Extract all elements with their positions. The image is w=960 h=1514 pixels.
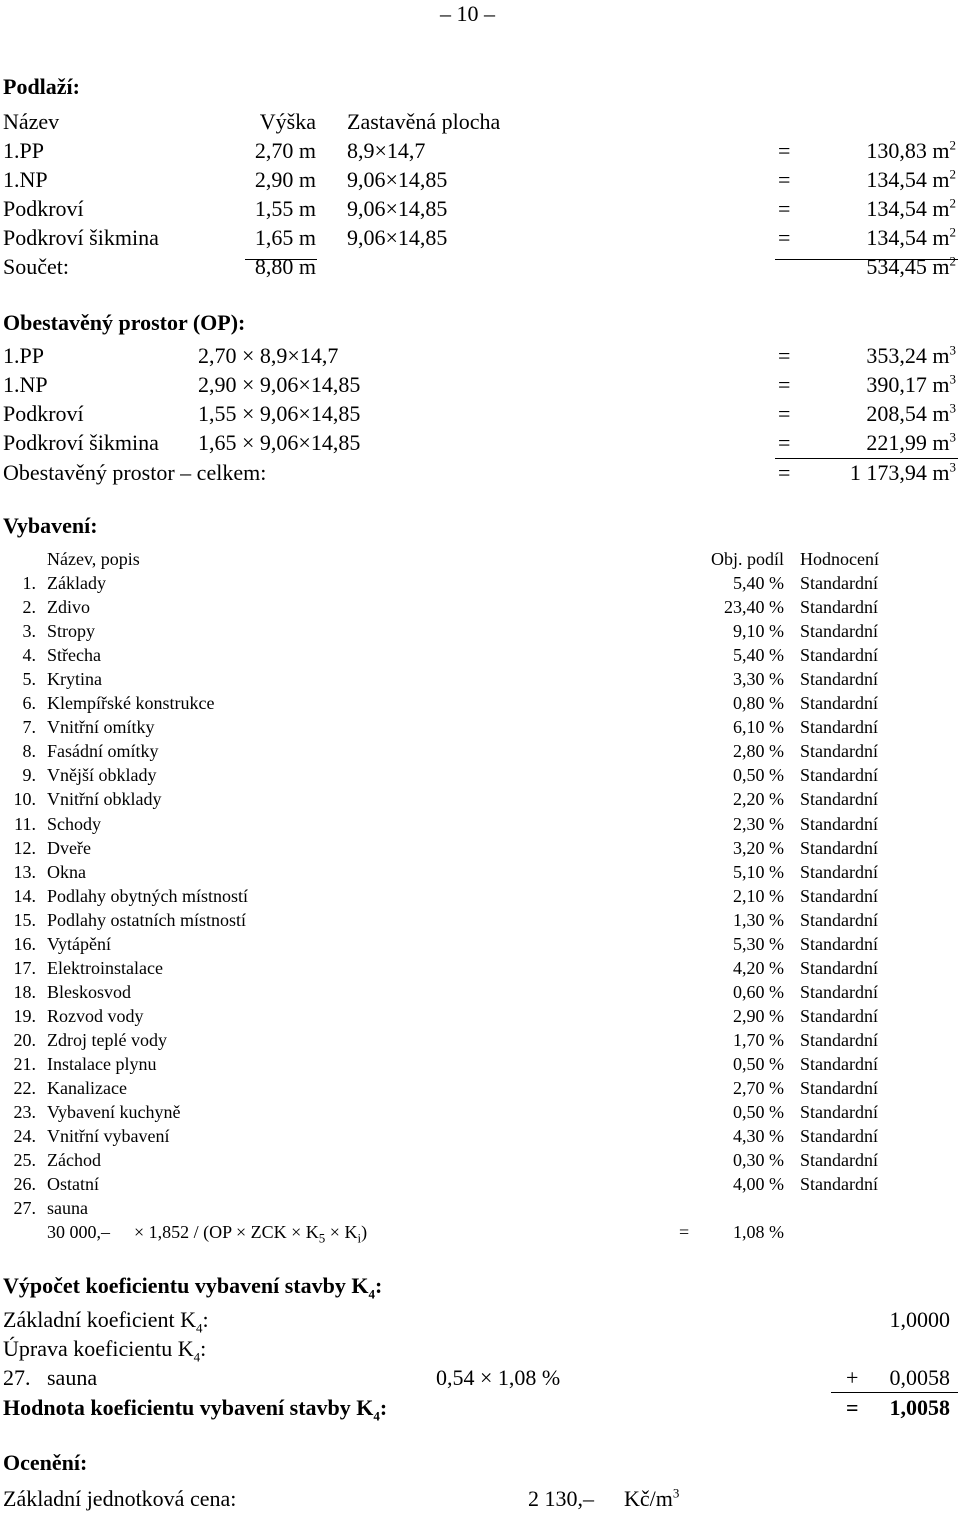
item-rating: Standardní: [800, 621, 878, 642]
item-share: 1,30 %: [733, 909, 784, 930]
item-number: 20.: [13, 1029, 36, 1050]
op-row-formula: 1,65 × 9,06×14,85: [198, 430, 361, 455]
floor-height: 2,70 m: [254, 138, 316, 163]
item-rating: Standardní: [800, 717, 878, 738]
item-name: Zdivo: [47, 597, 90, 618]
item-name: Vnitřní omítky: [47, 717, 155, 738]
item-number: 18.: [13, 981, 36, 1002]
item-name: Dveře: [47, 837, 91, 858]
k4-result-label: Hodnota koeficientu vybavení stavby $K_4$:: [3, 1395, 388, 1424]
item-name: Instalace plynu: [47, 1054, 157, 1074]
item-rating: Standardní: [800, 645, 878, 666]
vybaveni-col-rating: Hodnocení: [800, 549, 879, 569]
op-row-eq: =: [778, 372, 791, 397]
item-rating: Standardní: [800, 789, 878, 810]
vybaveni-heading: Vybavení:: [3, 513, 98, 538]
op-row-value: 221,99 $m^3$: [866, 429, 956, 455]
item-rating: Standardní: [800, 837, 878, 858]
item-rating: Standardní: [800, 957, 878, 978]
item-share: 5,40 %: [733, 573, 784, 593]
oceneni-heading: Ocenění:: [3, 1450, 88, 1475]
vybaveni-extra-no: 27.: [13, 1198, 36, 1218]
floor-name: 1.NP: [3, 167, 48, 192]
item-number: 17.: [13, 957, 36, 978]
floor-dims: 9,06×14,85: [347, 225, 448, 250]
item-rating: Standardní: [800, 1174, 878, 1195]
k4-adj-calc: 0,54 × 1,08 %: [436, 1365, 561, 1390]
op-total-value: 1 173,94 $m^3$: [849, 459, 956, 485]
item-share: 0,60 %: [733, 981, 784, 1002]
item-rating: Standardní: [800, 765, 878, 786]
k4-adj-sign: +: [846, 1365, 859, 1390]
item-rating: Standardní: [800, 1102, 878, 1123]
floor-dims: 9,06×14,85: [347, 167, 448, 192]
podlazi-sum-label: Součet:: [3, 254, 69, 279]
op-row-name: Podkroví: [3, 401, 84, 426]
op-row-formula: 2,90 × 9,06×14,85: [198, 372, 361, 397]
item-rating: Standardní: [800, 693, 878, 714]
floor-eq: =: [778, 225, 791, 250]
item-name: Bleskosvod: [47, 981, 132, 1002]
item-share: 0,50 %: [733, 765, 784, 786]
item-number: 10.: [13, 789, 36, 810]
op-heading: Obestavěný prostor (OP):: [3, 310, 246, 335]
k4-result-eq: =: [846, 1395, 859, 1420]
floor-name: 1.PP: [3, 138, 44, 163]
item-name: Stropy: [47, 621, 96, 642]
item-share: 2,20 %: [733, 789, 784, 810]
item-number: 15.: [13, 909, 36, 930]
item-share: 0,80 %: [733, 693, 784, 714]
item-number: 13.: [13, 861, 36, 882]
vybaveni-extra-eq: =: [679, 1222, 690, 1242]
item-share: 2,90 %: [733, 1005, 784, 1026]
item-number: 7.: [22, 717, 36, 738]
item-number: 9.: [22, 765, 36, 786]
item-share: 2,70 %: [733, 1078, 784, 1099]
item-name: Vnitřní obklady: [47, 789, 162, 810]
floor-name: Podkroví: [3, 196, 84, 221]
item-rating: Standardní: [800, 861, 878, 882]
item-name: Zdroj teplé vody: [47, 1029, 167, 1050]
item-name: Vnější obklady: [47, 765, 157, 786]
floor-eq: =: [778, 196, 791, 221]
item-rating: Standardní: [800, 741, 878, 762]
op-row-value: 390,17 $m^3$: [866, 371, 956, 397]
item-rating: Standardní: [800, 1029, 878, 1050]
item-rating: Standardní: [800, 1078, 878, 1099]
floor-height: 1,55 m: [254, 196, 316, 221]
oceneni-price-label: Základní jednotková cena:: [3, 1486, 237, 1511]
floor-dims: 8,9×14,7: [347, 138, 426, 163]
op-total-eq: =: [778, 460, 791, 485]
item-share: 2,80 %: [733, 741, 784, 762]
item-rating: Standardní: [800, 1126, 878, 1147]
op-row-value: 208,54 $m^3$: [866, 400, 956, 426]
op-row-name: 1.PP: [3, 343, 44, 368]
floor-area: 134,54 $m^2$: [866, 224, 956, 250]
op-row-value: 353,24 $m^3$: [866, 342, 956, 368]
page-number: – 10 –: [440, 1, 495, 26]
item-name: Základy: [47, 573, 106, 593]
floor-name: Podkroví šikmina: [3, 225, 159, 250]
item-name: Ostatní: [47, 1174, 99, 1195]
item-rating: Standardní: [800, 1005, 878, 1026]
item-share: 5,40 %: [733, 645, 784, 666]
item-number: 16.: [13, 933, 36, 954]
op-row-name: Podkroví šikmina: [3, 430, 159, 455]
item-number: 26.: [13, 1174, 36, 1195]
item-name: Vnitřní vybavení: [47, 1126, 170, 1147]
item-rating: Standardní: [800, 669, 878, 690]
oceneni-price-value: 2 130,–: [528, 1486, 594, 1511]
podlazi-sum-height: 8,80 m: [254, 254, 316, 279]
k4-sum-rule: [831, 1392, 958, 1393]
vybaveni-extra-value: 1,08 %: [733, 1222, 784, 1242]
item-number: 12.: [13, 837, 36, 858]
k4-result-value: 1,0058: [889, 1395, 950, 1420]
podlazi-col-area: Zastavěná plocha: [347, 109, 501, 134]
op-row-eq: =: [778, 343, 791, 368]
item-number: 11.: [14, 813, 36, 834]
item-name: Podlahy ostatních místností: [47, 909, 247, 930]
k4-base-value: 1,0000: [889, 1307, 950, 1332]
item-share: 23,40 %: [724, 597, 784, 618]
item-name: Rozvod vody: [47, 1005, 144, 1026]
item-name: Krytina: [47, 669, 102, 690]
item-name: Podlahy obytných místností: [47, 885, 249, 906]
item-number: 2.: [22, 597, 36, 618]
item-rating: Standardní: [800, 813, 878, 834]
item-number: 19.: [13, 1005, 36, 1026]
k4-adj-name: sauna: [47, 1365, 98, 1390]
item-number: 24.: [13, 1126, 36, 1147]
item-share: 5,10 %: [733, 861, 784, 882]
item-name: Klempířské konstrukce: [47, 693, 215, 714]
floor-area: 134,54 $m^2$: [866, 195, 956, 221]
floor-height: 1,65 m: [254, 225, 316, 250]
k4-adj-no: 27.: [3, 1365, 31, 1390]
item-rating: Standardní: [800, 573, 878, 593]
k4-heading: Výpočet koeficientu vybavení stavby $K_4$:: [3, 1273, 383, 1302]
item-share: 4,00 %: [733, 1174, 784, 1195]
item-share: 2,30 %: [733, 813, 784, 834]
item-name: Vytápění: [47, 933, 111, 954]
floor-eq: =: [778, 167, 791, 192]
vybaveni-col-share: Obj. podíl: [710, 549, 784, 569]
floor-area: 130,83 $m^2$: [866, 137, 956, 163]
item-share: 4,30 %: [733, 1126, 784, 1147]
floor-area: 134,54 $m^2$: [866, 166, 956, 192]
item-name: Schody: [47, 813, 101, 834]
item-share: 3,30 %: [733, 669, 784, 690]
item-rating: Standardní: [800, 933, 878, 954]
op-row-formula: 1,55 × 9,06×14,85: [198, 401, 361, 426]
item-share: 0,30 %: [733, 1150, 784, 1171]
item-share: 4,20 %: [733, 957, 784, 978]
podlazi-col-name: Název: [3, 109, 60, 134]
op-row-eq: =: [778, 401, 791, 426]
item-rating: Standardní: [800, 909, 878, 930]
item-rating: Standardní: [800, 885, 878, 906]
oceneni-price-unit: $Kč/m^3$: [624, 1485, 680, 1511]
item-share: 6,10 %: [733, 717, 784, 738]
op-row-eq: =: [778, 430, 791, 455]
k4-base-label: Základní koeficient $K_4$:: [3, 1307, 209, 1336]
item-name: Fasádní omítky: [47, 741, 159, 762]
podlazi-col-height: Výška: [259, 109, 316, 134]
vybaveni-extra-name: sauna: [47, 1198, 88, 1218]
item-number: 25.: [13, 1150, 36, 1171]
podlazi-heading: Podlaží:: [3, 74, 80, 99]
item-number: 1.: [22, 573, 36, 593]
item-name: Okna: [47, 861, 86, 882]
item-number: 8.: [22, 741, 36, 762]
item-share: 0,50 %: [733, 1054, 784, 1074]
item-number: 3.: [22, 621, 36, 642]
op-row-name: 1.NP: [3, 372, 48, 397]
item-number: 14.: [13, 885, 36, 906]
vybaveni-extra-price: 30 000,–: [47, 1222, 110, 1242]
item-rating: Standardní: [800, 981, 878, 1002]
item-number: 4.: [22, 645, 36, 666]
item-number: 21.: [13, 1054, 36, 1074]
item-rating: Standardní: [800, 597, 878, 618]
item-share: 2,10 %: [733, 885, 784, 906]
op-total-label: Obestavěný prostor – celkem:: [3, 460, 267, 485]
item-share: 9,10 %: [733, 621, 784, 642]
podlazi-sum-area: 534,45 $m^2$: [866, 253, 956, 279]
item-share: 0,50 %: [733, 1102, 784, 1123]
floor-dims: 9,06×14,85: [347, 196, 448, 221]
item-share: 5,30 %: [733, 933, 784, 954]
k4-adj-label: Úprava koeficientu $K_4$:: [3, 1336, 207, 1365]
floor-eq: =: [778, 138, 791, 163]
item-number: 5.: [22, 669, 36, 690]
item-rating: Standardní: [800, 1150, 878, 1171]
op-total-rule: [775, 458, 958, 459]
item-name: Elektroinstalace: [47, 957, 163, 978]
vybaveni-extra-formula: × 1,852 / (OP × ZCK × $K_5 \times K_i$): [134, 1222, 368, 1246]
item-name: Záchod: [47, 1150, 101, 1171]
item-number: 23.: [13, 1102, 36, 1123]
k4-adj-value: 0,0058: [889, 1365, 950, 1390]
item-number: 22.: [13, 1078, 36, 1099]
item-number: 6.: [22, 693, 36, 714]
floor-height: 2,90 m: [254, 167, 316, 192]
item-name: Vybavení kuchyně: [47, 1102, 181, 1123]
item-share: 3,20 %: [733, 837, 784, 858]
item-name: Střecha: [47, 645, 101, 666]
item-name: Kanalizace: [47, 1078, 127, 1099]
item-share: 1,70 %: [733, 1029, 784, 1050]
item-rating: Standardní: [800, 1054, 878, 1074]
vybaveni-col-name: Název, popis: [47, 549, 140, 569]
op-row-formula: 2,70 × 8,9×14,7: [198, 343, 339, 368]
